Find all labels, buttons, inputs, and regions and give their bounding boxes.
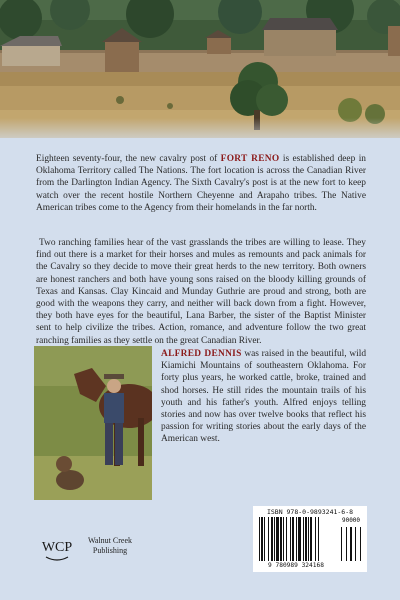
- barcode-stripe: [315, 517, 316, 561]
- synopsis-paragraph-1: [36, 153, 366, 214]
- barcode-addon-stripe: [355, 527, 356, 561]
- barcode-stripe: [280, 517, 282, 561]
- author-name: ALFRED DENNIS: [161, 349, 242, 359]
- barcode: [253, 506, 367, 572]
- publisher-logo: [40, 533, 74, 565]
- barcode-stripe: [296, 517, 297, 561]
- barcode-stripe: [276, 517, 279, 561]
- photo-fade: [0, 118, 400, 148]
- author-bio: [161, 348, 366, 446]
- author-photo: [34, 346, 152, 500]
- isbn-label: ISBN 978-0-9893241-6-8: [266, 508, 354, 516]
- barcode-addon-stripe: [350, 527, 352, 561]
- barcode-stripe: [305, 517, 307, 561]
- barcode-stripe: [303, 517, 304, 561]
- barcode-stripe: [298, 517, 301, 561]
- barcode-stripe: [283, 517, 284, 561]
- barcode-stripe: [268, 517, 269, 561]
- author-bio-text: was raised in the beautiful, wild Kiamichi Mountains of southeastern Oklahoma. For forty plus years, he worked cattle, broke, trained and shod horses. He still rides the mountain trails of his youth and his father's youth. Alfred enjoys telling stories and now has over twelve books that reflect his passion for writing stories about the early days of the American west.: [161, 349, 367, 445]
- synopsis-rest: is established deep in Oklahoma Territory called The Nations. The fort location is across the Canadian River from the Darlington Indian Agency. The Sixth Cavalry's post is at the new fort to keep watch over the recent hostile Northern Cheyenne and Arapaho tribes. The Native American tribes come to the Agency from their homelands in the far north.: [36, 154, 366, 213]
- barcode-stripe: [274, 517, 275, 561]
- barcode-stripe: [264, 517, 265, 561]
- barcode-stripe: [271, 517, 273, 561]
- barcode-addon-stripe: [346, 527, 347, 561]
- barcode-digits: 9 780989 324168: [268, 562, 324, 569]
- publisher-line-2: Publishing: [92, 546, 128, 555]
- price-code: 90000: [341, 517, 361, 524]
- publisher-name: [80, 536, 140, 556]
- synopsis-lead: Eighteen seventy-four, the new cavalry post of: [36, 154, 221, 164]
- barcode-stripe: [286, 517, 287, 561]
- barcode-addon-stripe: [360, 527, 361, 561]
- fort-reno-highlight: FORT RENO: [220, 154, 280, 164]
- barcode-stripe: [292, 517, 294, 561]
- barcode-stripe: [261, 517, 263, 561]
- publisher-logo-text: WCP: [41, 540, 73, 555]
- barcode-stripe: [308, 517, 309, 561]
- barcode-stripe: [310, 517, 312, 561]
- synopsis-paragraph-2: Two ranching families hear of the vast grasslands the tribes are willing to lease. They find out there is a market for their horses and mules as remounts and pack animals for the Cavalry so they decide to move their great herds to the new territory. Both owners are honest ranchers and both have young sons raised on the bloody killing grounds of Texas and Kansas. Clay Kincaid and Munday Guthrie are proud and strong, both are good with the weapons they carry, and neither will back down from a fight. However, they both have eyes for the beautiful, Lana Barber, the sister of the Baptist Minister sent to help civilize the tribes. Action, romance, and adventure follow the two great ranching families as they settle on the great Canadian River.: [36, 238, 366, 346]
- barcode-stripe: [290, 517, 291, 561]
- barcode-stripe: [318, 517, 319, 561]
- barcode-addon-stripe: [341, 527, 342, 561]
- publisher-line-1: Walnut Creek: [87, 536, 132, 545]
- barcode-stripe: [259, 517, 260, 561]
